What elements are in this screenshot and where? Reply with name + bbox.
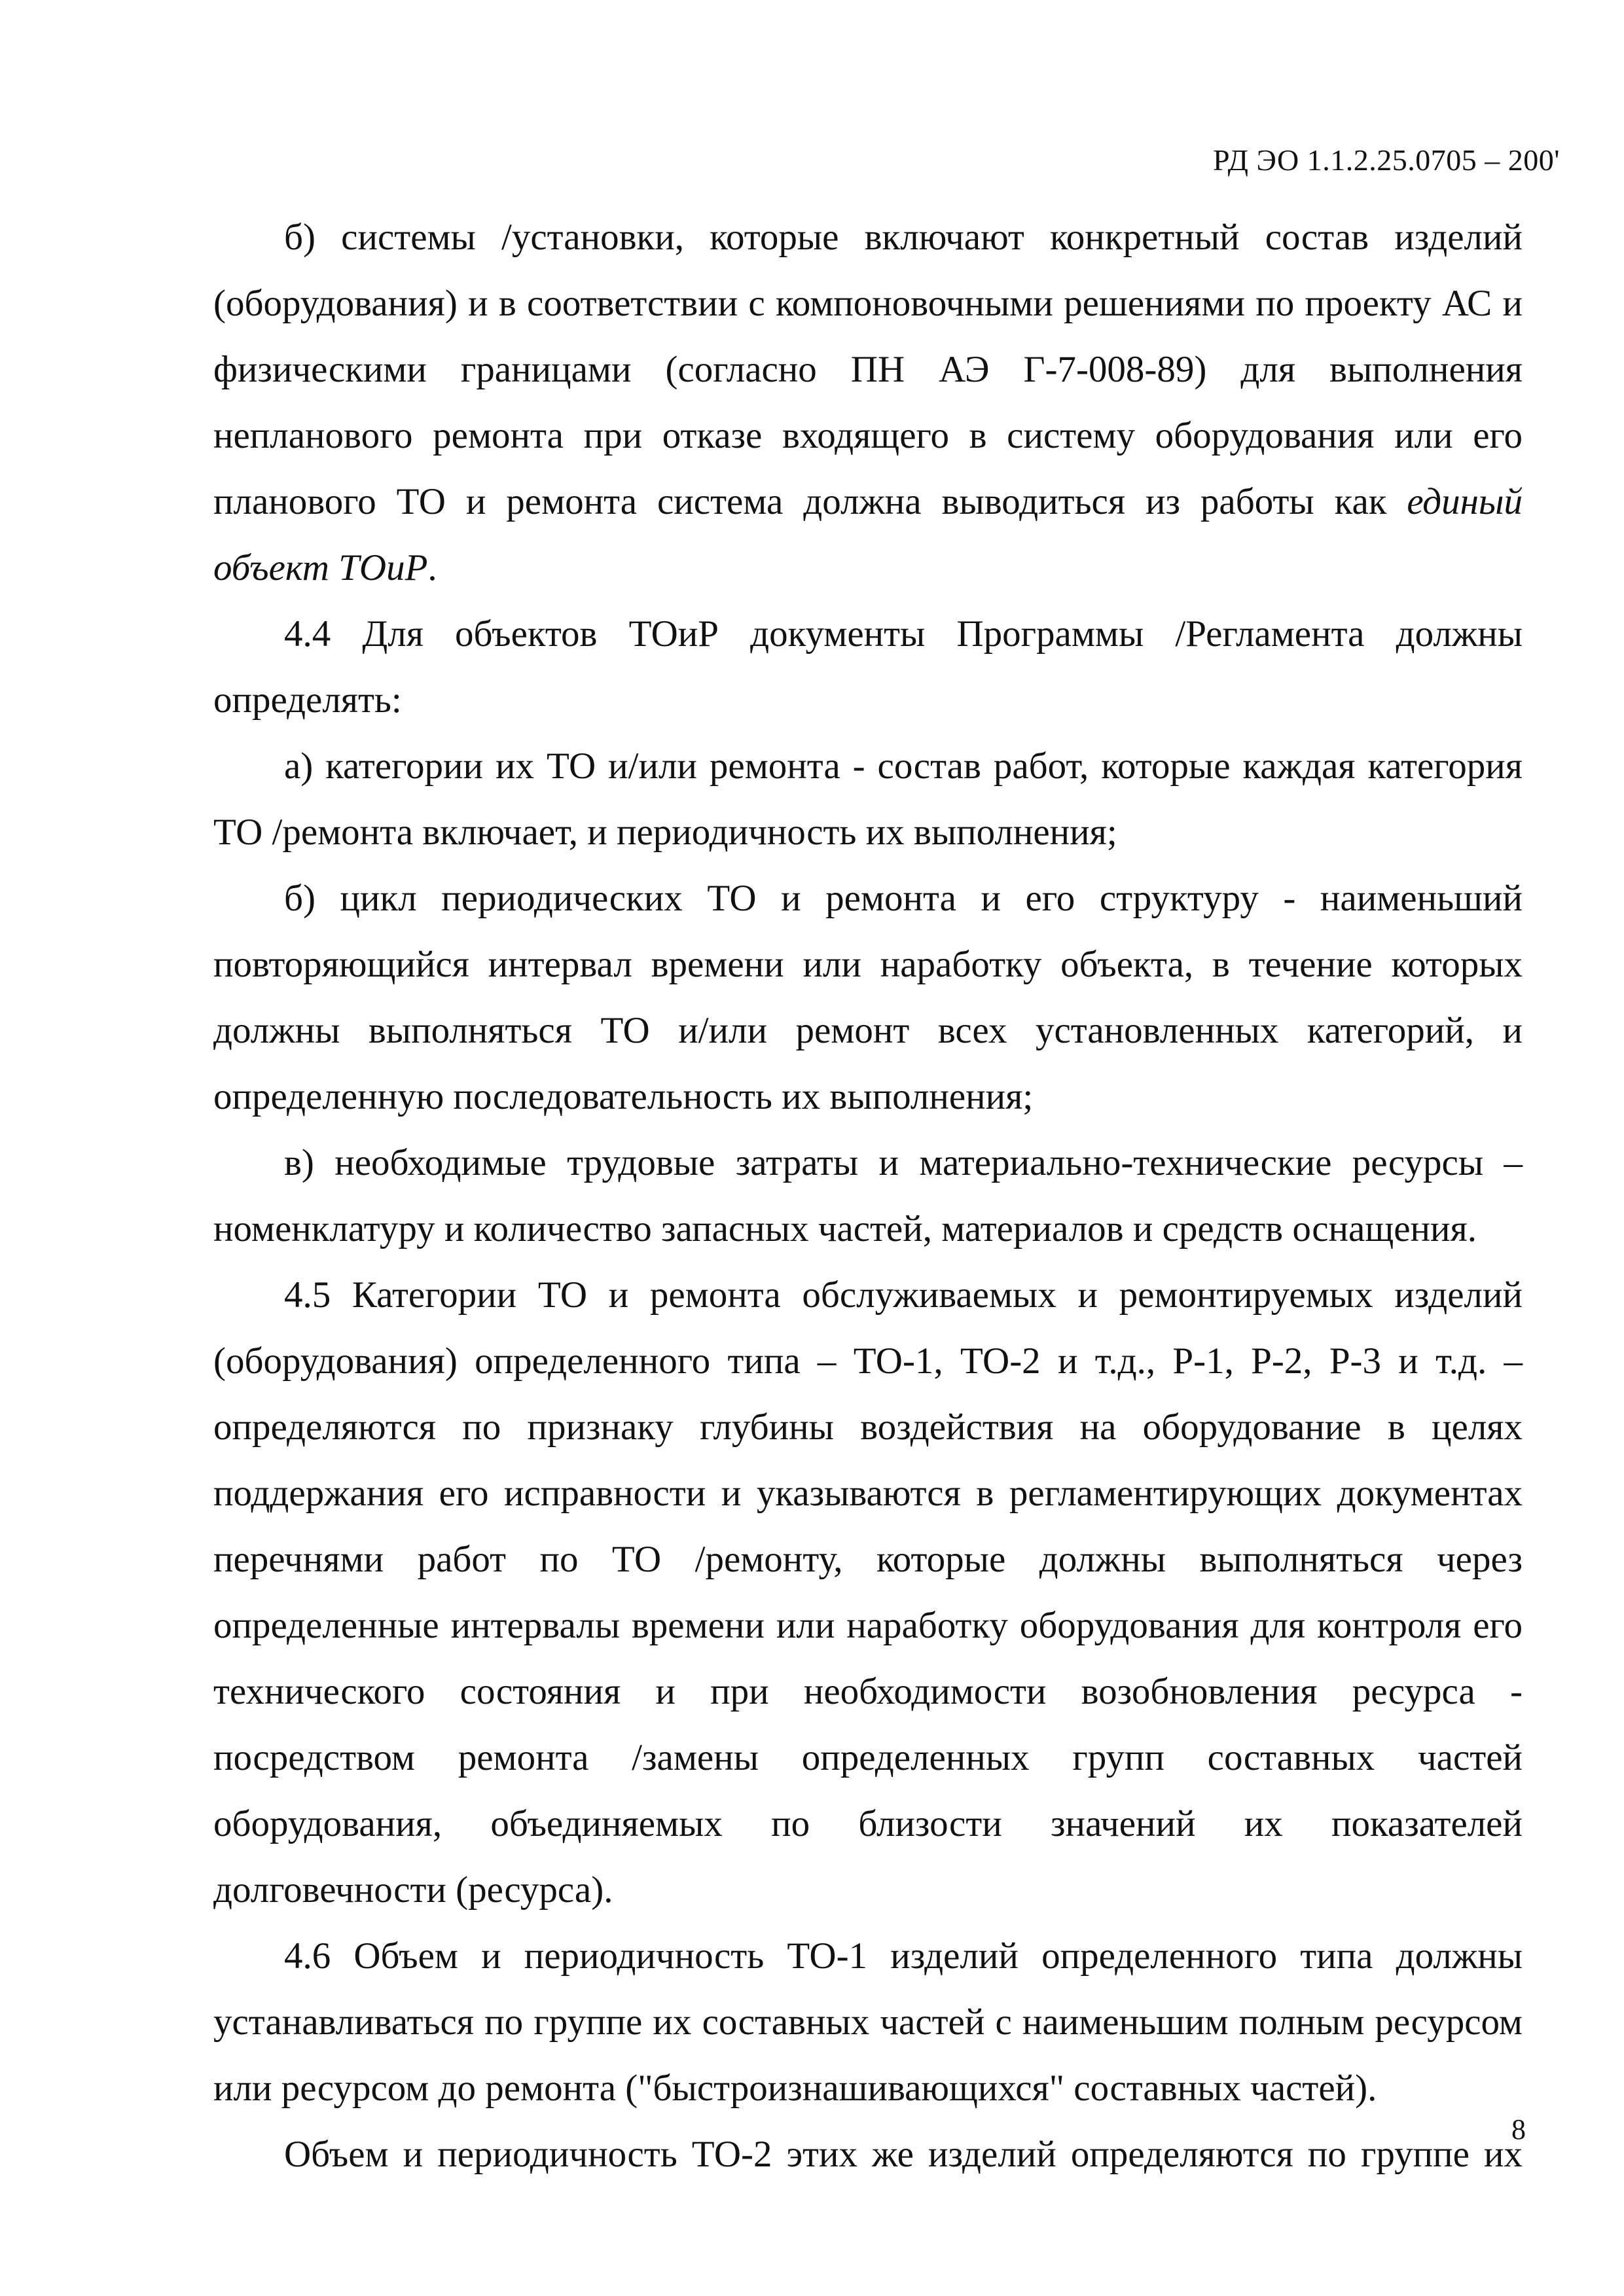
paragraph-4-4: 4.4 Для объектов ТОиР документы Программы /Регламента должны определять: [213, 613, 1523, 721]
document-code: РД ЭО 1.1.2.25.0705 – 200' [1213, 143, 1560, 177]
paragraph-to2: Объем и периодичность ТО-2 этих же изделий определяются по группе их [284, 2134, 1523, 2175]
page-number: 8 [1511, 2113, 1526, 2145]
document-body [213, 204, 1523, 2187]
paragraph-systems-italic: единый объект ТОиР [213, 481, 1523, 588]
paragraph-systems [213, 204, 1523, 601]
paragraph-4-5: 4.5 Категории ТО и ремонта обслуживаемых и ремонтируемых изделий (оборудования) определенного типа – ТО-1, ТО-2 и т.д., Р-1, Р-2, Р-3 и т.д. – определяются по признаку глубины воздействия на оборудование в целях поддержания его исправности и указываются в регламентирующих документах перечнями работ по ТО /ремонту, которые должны выполняться через определенные интервалы времени или наработку оборудования для контроля его технического состояния и при необходимости возобновления ресурса - посредством ремонта /замены определенных групп составных частей оборудования, объединяемых по близости значений их показателей долговечности (ресурса). [213, 1274, 1523, 1910]
paragraph-systems-text: б) системы /установки, которые включают конкретный состав изделий (оборудования) и в соответствии с компоновочными решениями по проекту АС и физическими границами (согласно ПН АЭ Г-7-008-89) для выполнения непланового ремонта при отказе входящего в систему оборудования или его планового ТО и ремонта система должна выводиться из работы как [213, 217, 1523, 522]
paragraph-4-4-b: б) цикл периодических ТО и ремонта и его структуру - наименьший повторяющийся интервал времени или наработку объекта, в течение которых должны выполняться ТО и/или ремонт всех установленных категорий, и определенную последовательность их выполнения; [213, 878, 1523, 1117]
paragraph-4-4-v: в) необходимые трудовые затраты и материально-технические ресурсы – номенклатуру и количество запасных частей, материалов и средств оснащения. [213, 1142, 1523, 1249]
paragraph-systems-end: . [427, 547, 437, 588]
paragraph-4-6: 4.6 Объем и периодичность ТО-1 изделий определенного типа должны устанавливаться по группе их составных частей с наименьшим полным ресурсом или ресурсом до ремонта ("быстроизнашивающихся" составных частей). [213, 1935, 1523, 2109]
paragraph-4-4-a: а) категории их ТО и/или ремонта - состав работ, которые каждая категория ТО /ремонта включает, и периодичность их выполнения; [213, 745, 1523, 853]
